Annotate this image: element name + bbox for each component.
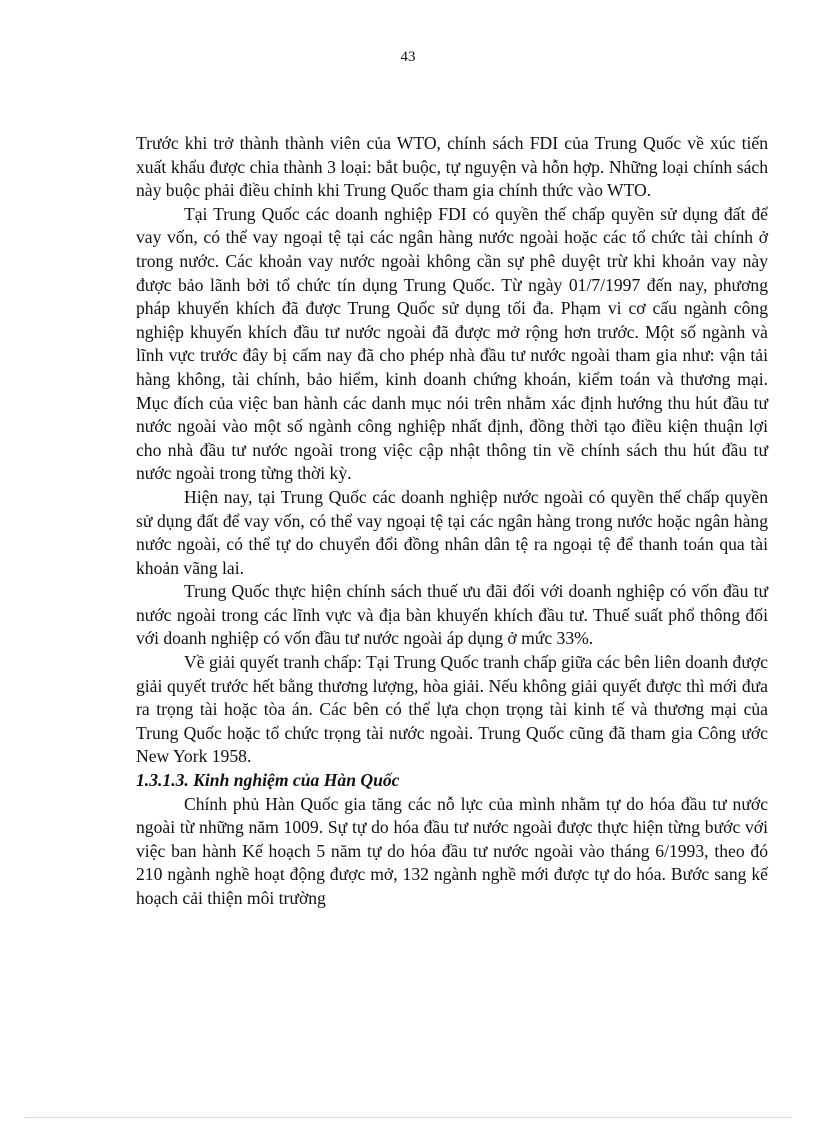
paragraph-wto-fdi-policy: Trước khi trở thành thành viên của WTO, chính sách FDI của Trung Quốc về xúc tiến xuất khẩu được chia thành 3 loại: bắt buộc, tự nguyện và hỗn hợp. Những loại chính sách này buộc phải điều chỉnh khi Trung Quốc tham gia chính thức vào WTO. xyxy=(136,133,768,201)
section-heading: 1.3.1.3. Kinh nghiệm của Hàn Quốc xyxy=(136,770,400,791)
page-number: 43 xyxy=(400,49,416,65)
paragraph-dispute-resolution: Về giải quyết tranh chấp: Tại Trung Quốc tranh chấp giữa các bên liên doanh được giải quyết trước hết bằng thương lượng, hòa giải. Nếu không giải quyết được thì mới đưa ra trọng tài hoặc tòa án. Các bên có thể lựa chọn trọng tài kinh tế và thương mại của Trung Quốc hoặc tổ chức trọng tài nước ngoài. Trung Quốc cũng đã tham gia Công ước New York 1958. xyxy=(136,652,768,767)
paragraph-fdi-loans: Tại Trung Quốc các doanh nghiệp FDI có quyền thế chấp quyền sử dụng đất để vay vốn, có thể vay ngoại tệ tại các ngân hàng nước ngoài hoặc các tổ chức tài chính ở trong nước. Các khoản vay nước ngoài không cần sự phê duyệt trừ khi khoản vay này được bảo lãnh bởi tổ chức tín dụng Trung Quốc. Từ ngày 01/7/1997 đến nay, phương pháp khuyến khích đã được Trung Quốc sử dụng tối đa. Phạm vi cơ cấu ngành công nghiệp khuyến khích đầu tư nước ngoài đã được mở rộng hơn trước. Một số ngành và lĩnh vực trước đây bị cấm nay đã cho phép nhà đầu tư nước ngoài tham gia như: vận tải hàng không, tài chính, bảo hiểm, kinh doanh chứng khoán, kiểm toán và thương mại. Mục đích của việc ban hành các danh mục nói trên nhằm xác định hướng thu hút đầu tư nước ngoài vào một số ngành công nghiệp nhất định, đồng thời tạo điều kiện thuận lợi cho nhà đầu tư nước ngoài trong việc cập nhật thông tin về chính sách thu hút đầu tư nước ngoài trong từng thời kỳ. xyxy=(136,203,768,484)
document-body xyxy=(136,132,768,911)
paragraph-tax-incentives: Trung Quốc thực hiện chính sách thuế ưu đãi đối với doanh nghiệp có vốn đầu tư nước ngoài trong các lĩnh vực và địa bàn khuyến khích đầu tư. Thuế suất phổ thông đối với doanh nghiệp có vốn đầu tư nước ngoài áp dụng ở mức 33%. xyxy=(136,581,768,649)
paragraph-korea-experience: Chính phủ Hàn Quốc gia tăng các nỗ lực của mình nhằm tự do hóa đầu tư nước ngoài từ những năm 1009. Sự tự do hóa đầu tư nước ngoài được thực hiện từng bước với việc ban hành Kế hoạch 5 năm tự do hóa đầu tư nước ngoài vào tháng 6/1993, theo đó 210 ngành nghề hoạt động được mở, 132 ngành nghề mới được tự do hóa. Bước sang kế hoạch cải thiện môi trường xyxy=(136,793,768,908)
paragraph-land-use-rights: Hiện nay, tại Trung Quốc các doanh nghiệp nước ngoài có quyền thế chấp quyền sử dụng đất để vay vốn, có thể vay ngoại tệ tại các ngân hàng trong nước hoặc ngân hàng nước ngoài, có thể tự do chuyển đổi đồng nhân dân tệ ra ngoại tệ để thanh toán qua tài khoản vãng lai. xyxy=(136,486,768,578)
page-bottom-divider xyxy=(24,1117,792,1118)
